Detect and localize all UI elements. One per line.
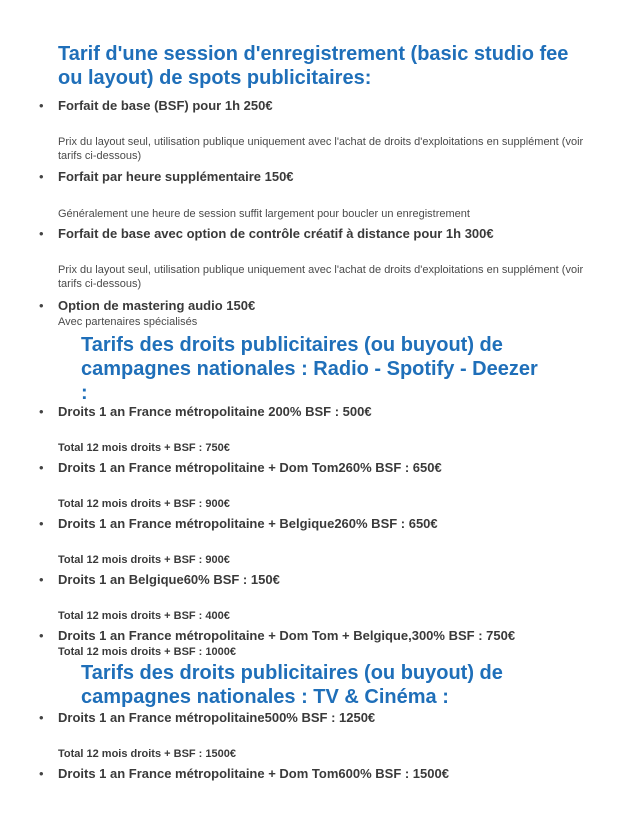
bullet: • xyxy=(39,298,44,313)
item-note: Généralement une heure de session suffit largement pour boucler un enregistrement xyxy=(58,208,470,220)
item-note: Prix du layout seul, utilisation publique uniquement avec l'achat de droits d'exploitations en supplément (voir tarifs ci-dessous) xyxy=(58,136,584,162)
bullet: • xyxy=(39,169,44,184)
item-label: Option de mastering audio 150€ xyxy=(58,298,256,313)
bullet: • xyxy=(39,404,44,419)
item-label: Forfait de base avec option de contrôle créatif à distance pour 1h 300€ xyxy=(58,226,494,241)
item-label: Droits 1 an France métropolitaine + Dom Tom + Belgique,300% BSF : 750€ xyxy=(58,628,516,643)
item-label: Droits 1 an France métropolitaine + Belgique260% BSF : 650€ xyxy=(58,516,438,531)
item-total: Total 12 mois droits + BSF : 900€ xyxy=(58,554,230,566)
item-label: Droits 1 an France métropolitaine + Dom Tom260% BSF : 650€ xyxy=(58,460,442,475)
item-total: Total 12 mois droits + BSF : 1000€ xyxy=(58,646,236,658)
item-label: Droits 1 an France métropolitaine500% BSF : 1250€ xyxy=(58,710,376,725)
bullet: • xyxy=(39,460,44,475)
item-label: Droits 1 an France métropolitaine 200% BSF : 500€ xyxy=(58,404,372,419)
item-label: Droits 1 an France métropolitaine + Dom Tom600% BSF : 1500€ xyxy=(58,766,449,781)
item-note: Prix du layout seul, utilisation publique uniquement avec l'achat de droits d'exploitations en supplément (voir tarifs ci-dessous) xyxy=(58,264,584,290)
section-title-recording-session: Tarif d'une session d'enregistrement (basic studio fee ou layout) de spots publicitaires: xyxy=(58,43,569,89)
section-title-tv-cinema: Tarifs des droits publicitaires (ou buyout) de campagnes nationales : TV & Cinéma : xyxy=(81,662,503,708)
bullet: • xyxy=(39,226,44,241)
bullet: • xyxy=(39,766,44,781)
item-label: Droits 1 an Belgique60% BSF : 150€ xyxy=(58,572,280,587)
item-total: Total 12 mois droits + BSF : 750€ xyxy=(58,442,230,454)
item-total: Total 12 mois droits + BSF : 900€ xyxy=(58,498,230,510)
item-total: Total 12 mois droits + BSF : 1500€ xyxy=(58,748,236,760)
bullet: • xyxy=(39,572,44,587)
item-label: Forfait de base (BSF) pour 1h 250€ xyxy=(58,98,273,113)
item-note: Avec partenaires spécialisés xyxy=(58,316,198,328)
item-total: Total 12 mois droits + BSF : 400€ xyxy=(58,610,230,622)
bullet: • xyxy=(39,628,44,643)
bullet: • xyxy=(39,516,44,531)
section-title-radio-streaming: Tarifs des droits publicitaires (ou buyout) de campagnes nationales : Radio - Spotify - Deezer : xyxy=(81,334,538,404)
bullet: • xyxy=(39,98,44,113)
item-label: Forfait par heure supplémentaire 150€ xyxy=(58,169,294,184)
bullet: • xyxy=(39,710,44,725)
